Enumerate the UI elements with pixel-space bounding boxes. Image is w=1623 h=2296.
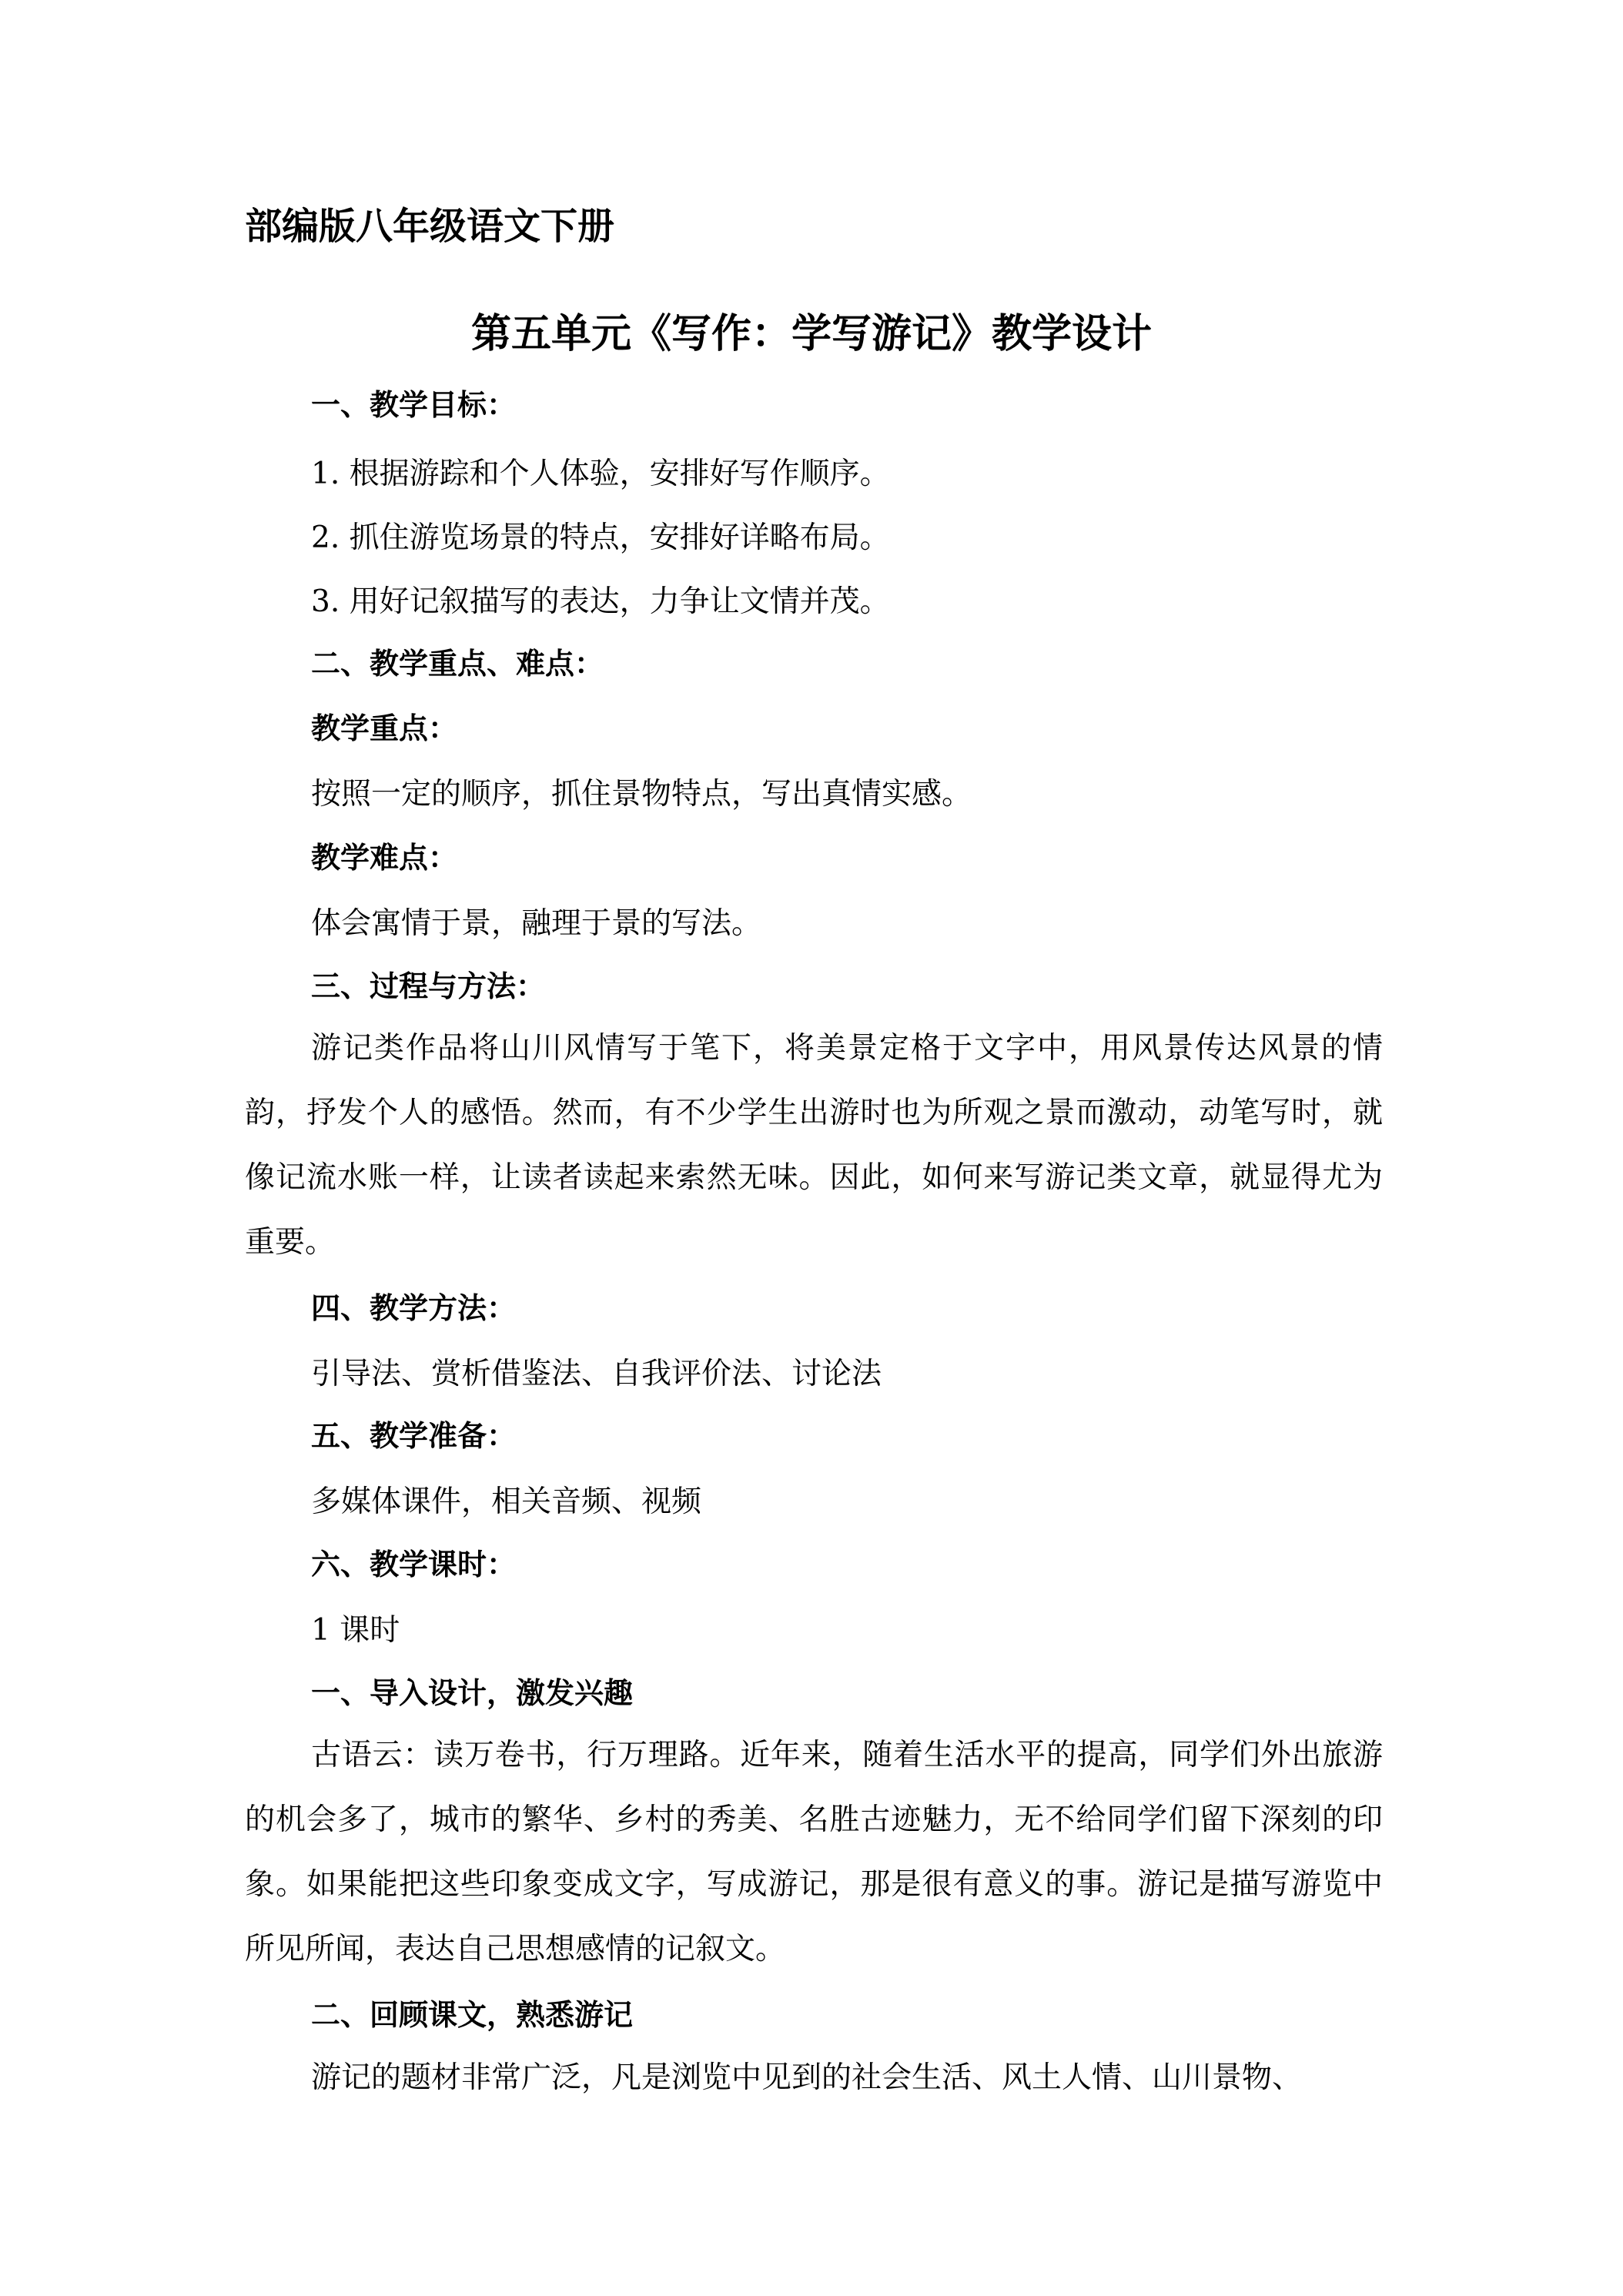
methods-heading: 四、教学方法： (311, 1291, 517, 1325)
difficulty-label: 教学难点： (311, 841, 458, 875)
hours-text: 1 课时 (311, 1613, 400, 1648)
focus-text: 按照一定的顺序，抓住景物特点，写出真情实感。 (311, 777, 972, 812)
objective-item-1: 1. 根据游踪和个人体验，安排好写作顺序。 (311, 457, 890, 491)
difficulty-text: 体会寓情于景，融理于景的写法。 (311, 906, 762, 941)
objective-item-3: 3. 用好记叙描写的表达，力争让文情并茂。 (311, 584, 890, 619)
hours-heading: 六、教学课时： (311, 1548, 517, 1581)
review-paragraph: 游记的题材非常广泛，凡是浏览中见到的社会生活、风土人情、山川景物、 (311, 2060, 1303, 2095)
intro-heading: 一、导入设计，激发兴趣 (311, 1676, 634, 1710)
objectives-heading: 一、教学目标： (311, 388, 517, 422)
key-points-heading: 二、教学重点、难点： (311, 647, 604, 681)
intro-paragraph: 古语云：读万卷书，行万理路。近年来，随着生活水平的提高，同学们外出旅游的机会多了，城市的繁华、乡村的秀美、名胜古迹魅力，无不给同学们留下深刻的印象。如果能把这些印象变成文字，写成游记，那是很有意义的事。游记是描写游览中所见所闻，表达自己思想感情的记叙文。 (245, 1738, 1383, 1966)
focus-label: 教学重点： (311, 711, 458, 745)
methods-text: 引导法、赏析借鉴法、自我评价法、讨论法 (311, 1357, 882, 1391)
review-heading: 二、回顾课文，熟悉游记 (311, 1998, 634, 2032)
preparation-text: 多媒体课件，相关音频、视频 (311, 1484, 702, 1519)
preparation-heading: 五、教学准备： (311, 1419, 517, 1453)
process-heading: 三、过程与方法： (311, 969, 546, 1003)
document-title: 部编版八年级语文下册 (245, 205, 615, 248)
process-paragraph: 游记类作品将山川风情写于笔下，将美景定格于文字中，用风景传达风景的情韵，抒发个人的感悟。然而，有不少学生出游时也为所观之景而激动，动笔写时，就像记流水账一样，让读者读起来索然无味。因此，如何来写游记类文章，就显得尤为重要。 (245, 1031, 1383, 1260)
objective-item-2: 2. 抓住游览场景的特点，安排好详略布局。 (311, 520, 890, 555)
document-subtitle: 第五单元《写作：学写游记》教学设计 (470, 311, 1152, 357)
